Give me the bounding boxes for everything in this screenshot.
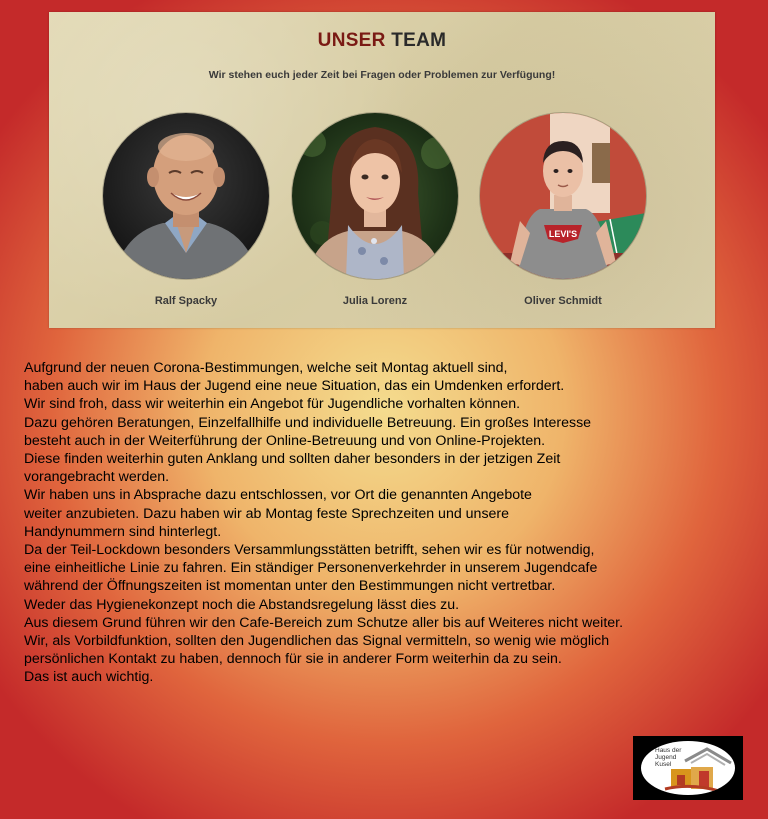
portrait-woman-image [292, 113, 458, 279]
avatar-julia-lorenz [292, 113, 458, 279]
announcement-text [24, 359, 744, 687]
logo-text [655, 747, 681, 768]
text-line: weiter anzubieten. Dazu haben wir ab Montag feste Sprechzeiten und unsere [24, 505, 510, 522]
text-line: Diese finden weiterhin guten Anklang und sollten daher besonders in der jetzigen Zeit [24, 451, 561, 468]
team-subtitle: Wir stehen euch jeder Zeit bei Fragen oder Problemen zur Verfügung! [208, 69, 556, 81]
text-line: Aus diesem Grund führen wir den Cafe-Bereich zum Schutze aller bis auf Weiteres nicht weiter. [24, 614, 624, 631]
text-line: Dazu gehören Beratungen, Einzelfallhilfe und individuelle Betreuung. Ein großes Interesse [24, 414, 592, 431]
text-line: eine einheitliche Linie zu fahren. Ein ständiger Personenverkehrder in unserem Jugendcafe [24, 560, 598, 577]
text-line: während der Öffnungszeiten ist momentan unter den Bestimmungen nicht vertretbar. [24, 578, 556, 595]
shirt-logo-text: LEVI'S [548, 229, 578, 239]
team-title-rest: TEAM [391, 30, 447, 51]
team-member-oliver [478, 113, 648, 307]
avatar-oliver-schmidt [480, 113, 646, 279]
logo-text-line: Kusel [655, 761, 672, 768]
text-line: Wir sind froh, dass wir weiterhin ein Angebot für Jugendliche vorhalten können. [24, 396, 521, 413]
logo-badge [641, 741, 735, 795]
text-line: Das ist auch wichtig. [24, 669, 154, 686]
member-name: Ralf Spacky [154, 295, 218, 307]
text-line: Handynummern sind hinterlegt. [24, 523, 222, 540]
text-line: Wir haben uns in Absprache dazu entschlossen, vor Ort die genannten Angebote [24, 487, 532, 504]
text-line: Wir, als Vorbildfunktion, sollten den Jugendlichen das Signal vermitteln, so wenig wie möglich [24, 633, 610, 650]
team-title-accent: UNSER [317, 30, 386, 51]
team-panel [49, 12, 715, 328]
text-line: besteht auch in der Weiterführung der Online-Betreuung und von Online-Projekten. [24, 432, 546, 449]
team-title [49, 30, 715, 52]
member-name: Oliver Schmidt [524, 295, 602, 307]
portrait-young-man-image [480, 113, 646, 279]
haus-der-jugend-kusel-logo [633, 736, 743, 800]
avatar-ralf-spacky [103, 113, 269, 279]
team-member-ralf [101, 113, 271, 307]
logo-text-line: Haus der [655, 747, 682, 754]
portrait-man-bald-image [103, 113, 269, 279]
text-line: Weder das Hygienekonzept noch die Abstandsregelung lässt dies zu. [24, 596, 460, 613]
text-line: persönlichen Kontakt zu haben, dennoch für sie in anderer Form weiterhin da zu sein. [24, 651, 562, 668]
member-name: Julia Lorenz [342, 295, 408, 307]
logo-text-line: Jugend [655, 754, 677, 761]
text-line: vorangebracht werden. [24, 469, 170, 486]
text-line: Aufgrund der neuen Corona-Bestimmungen, welche seit Montag aktuell sind, [24, 360, 508, 376]
team-member-julia [290, 113, 460, 307]
text-line: Da der Teil-Lockdown besonders Versammlungsstätten betrifft, sehen wir es für notwendig, [24, 542, 595, 559]
text-line: haben auch wir im Haus der Jugend eine neue Situation, das ein Umdenken erfordert. [24, 378, 565, 395]
